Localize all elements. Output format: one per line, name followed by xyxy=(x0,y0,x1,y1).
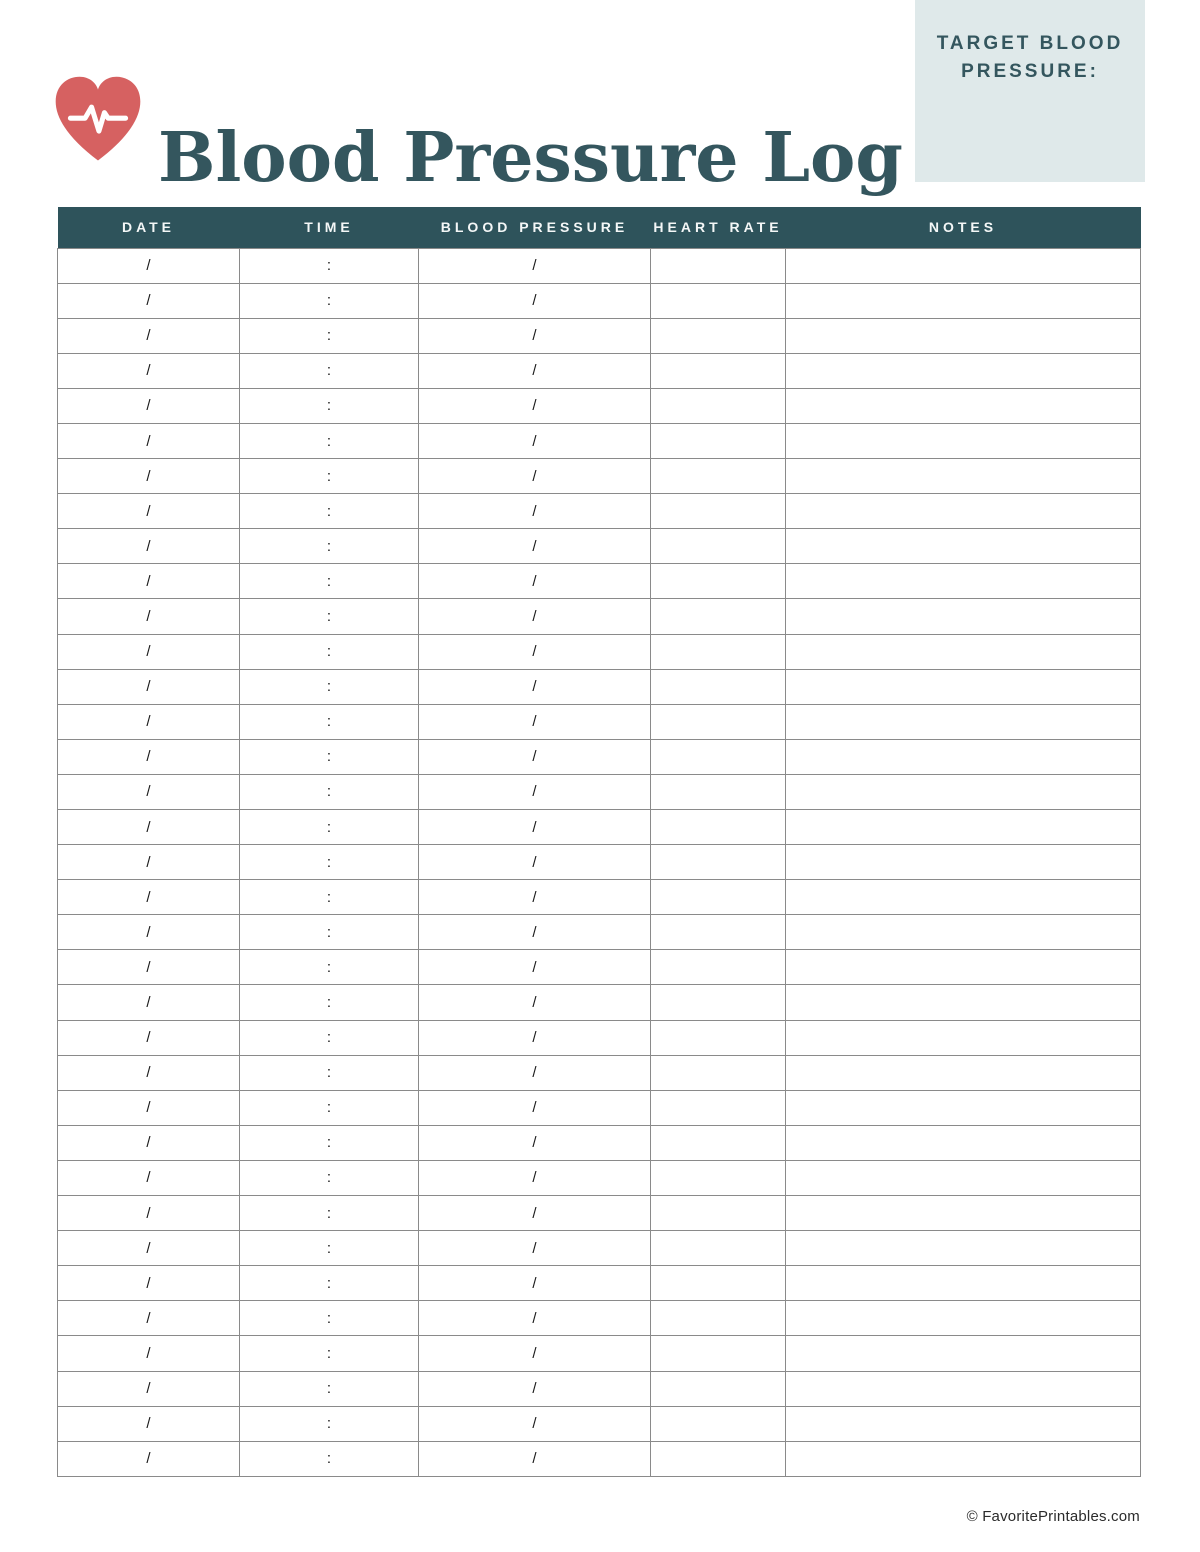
cell-date: / xyxy=(58,634,240,669)
cell-time: : xyxy=(240,915,419,950)
cell-date: / xyxy=(58,915,240,950)
cell-blood-pressure: / xyxy=(419,739,651,774)
cell-notes xyxy=(786,1196,1141,1231)
cell-blood-pressure: / xyxy=(419,353,651,388)
cell-time: : xyxy=(240,1441,419,1476)
cell-heart-rate xyxy=(651,1160,786,1195)
cell-heart-rate xyxy=(651,845,786,880)
cell-notes xyxy=(786,1231,1141,1266)
cell-blood-pressure: / xyxy=(419,774,651,809)
cell-blood-pressure: / xyxy=(419,1231,651,1266)
cell-blood-pressure: / xyxy=(419,248,651,283)
cell-time: : xyxy=(240,283,419,318)
table-row xyxy=(58,845,1141,880)
cell-date: / xyxy=(58,283,240,318)
table-row xyxy=(58,599,1141,634)
cell-blood-pressure: / xyxy=(419,1406,651,1441)
table-row xyxy=(58,915,1141,950)
cell-notes xyxy=(786,564,1141,599)
cell-time: : xyxy=(240,1301,419,1336)
cell-notes xyxy=(786,950,1141,985)
cell-time: : xyxy=(240,423,419,458)
cell-date: / xyxy=(58,1406,240,1441)
table-row xyxy=(58,1055,1141,1090)
cell-time: : xyxy=(240,1266,419,1301)
cell-heart-rate xyxy=(651,529,786,564)
cell-date: / xyxy=(58,599,240,634)
cell-time: : xyxy=(240,494,419,529)
table-row xyxy=(58,1020,1141,1055)
log-table xyxy=(57,207,1141,1477)
cell-date: / xyxy=(58,880,240,915)
cell-date: / xyxy=(58,529,240,564)
table-row xyxy=(58,704,1141,739)
cell-notes xyxy=(786,1406,1141,1441)
cell-blood-pressure: / xyxy=(419,1336,651,1371)
cell-heart-rate xyxy=(651,1125,786,1160)
cell-heart-rate xyxy=(651,880,786,915)
cell-heart-rate xyxy=(651,599,786,634)
cell-notes xyxy=(786,1090,1141,1125)
target-blood-pressure-label: TARGET BLOOD PRESSURE: xyxy=(936,33,1124,82)
table-row xyxy=(58,459,1141,494)
cell-heart-rate xyxy=(651,669,786,704)
cell-date: / xyxy=(58,845,240,880)
cell-date: / xyxy=(58,1090,240,1125)
cell-heart-rate xyxy=(651,950,786,985)
cell-time: : xyxy=(240,1231,419,1266)
cell-date: / xyxy=(58,810,240,845)
cell-blood-pressure: / xyxy=(419,1196,651,1231)
table-row xyxy=(58,810,1141,845)
table-row xyxy=(58,388,1141,423)
cell-heart-rate xyxy=(651,1196,786,1231)
cell-blood-pressure: / xyxy=(419,459,651,494)
cell-notes xyxy=(786,669,1141,704)
cell-heart-rate xyxy=(651,739,786,774)
page-title: Blood Pressure Log xyxy=(158,117,903,198)
cell-notes xyxy=(786,283,1141,318)
footer-credit: © FavoritePrintables.com xyxy=(966,1508,1140,1525)
cell-notes xyxy=(786,704,1141,739)
cell-notes xyxy=(786,388,1141,423)
cell-notes xyxy=(786,1125,1141,1160)
cell-blood-pressure: / xyxy=(419,318,651,353)
table-row xyxy=(58,1441,1141,1476)
cell-date: / xyxy=(58,950,240,985)
cell-heart-rate xyxy=(651,423,786,458)
cell-blood-pressure: / xyxy=(419,1371,651,1406)
cell-heart-rate xyxy=(651,774,786,809)
table-row xyxy=(58,774,1141,809)
cell-heart-rate xyxy=(651,459,786,494)
cell-notes xyxy=(786,494,1141,529)
table-row xyxy=(58,283,1141,318)
cell-time: : xyxy=(240,388,419,423)
cell-blood-pressure: / xyxy=(419,564,651,599)
table-row xyxy=(58,1160,1141,1195)
cell-date: / xyxy=(58,1020,240,1055)
cell-time: : xyxy=(240,459,419,494)
cell-notes xyxy=(786,1055,1141,1090)
cell-notes xyxy=(786,985,1141,1020)
cell-heart-rate xyxy=(651,283,786,318)
cell-time: : xyxy=(240,1336,419,1371)
table-row xyxy=(58,1231,1141,1266)
cell-notes xyxy=(786,915,1141,950)
cell-notes xyxy=(786,353,1141,388)
table-row xyxy=(58,1301,1141,1336)
cell-date: / xyxy=(58,1160,240,1195)
table-row xyxy=(58,529,1141,564)
cell-heart-rate xyxy=(651,1301,786,1336)
table-row xyxy=(58,880,1141,915)
heart-ekg-icon xyxy=(52,72,144,168)
cell-date: / xyxy=(58,1336,240,1371)
cell-blood-pressure: / xyxy=(419,283,651,318)
cell-notes xyxy=(786,634,1141,669)
column-header-heart-rate: HEART RATE xyxy=(651,207,786,248)
cell-heart-rate xyxy=(651,810,786,845)
cell-time: : xyxy=(240,529,419,564)
cell-date: / xyxy=(58,388,240,423)
cell-heart-rate xyxy=(651,1441,786,1476)
cell-date: / xyxy=(58,774,240,809)
target-blood-pressure-box xyxy=(915,0,1145,182)
cell-blood-pressure: / xyxy=(419,634,651,669)
cell-blood-pressure: / xyxy=(419,1090,651,1125)
cell-blood-pressure: / xyxy=(419,1441,651,1476)
cell-blood-pressure: / xyxy=(419,1020,651,1055)
table-row xyxy=(58,1090,1141,1125)
table-row xyxy=(58,950,1141,985)
table-row xyxy=(58,634,1141,669)
cell-heart-rate xyxy=(651,1020,786,1055)
cell-time: : xyxy=(240,985,419,1020)
cell-time: : xyxy=(240,1196,419,1231)
table-row xyxy=(58,1125,1141,1160)
cell-date: / xyxy=(58,1125,240,1160)
cell-time: : xyxy=(240,248,419,283)
cell-notes xyxy=(786,1336,1141,1371)
table-row xyxy=(58,494,1141,529)
cell-date: / xyxy=(58,1441,240,1476)
cell-blood-pressure: / xyxy=(419,494,651,529)
cell-notes xyxy=(786,318,1141,353)
cell-notes xyxy=(786,845,1141,880)
cell-date: / xyxy=(58,459,240,494)
cell-heart-rate xyxy=(651,1336,786,1371)
cell-date: / xyxy=(58,985,240,1020)
cell-heart-rate xyxy=(651,1371,786,1406)
cell-notes xyxy=(786,529,1141,564)
cell-heart-rate xyxy=(651,915,786,950)
cell-date: / xyxy=(58,739,240,774)
cell-blood-pressure: / xyxy=(419,810,651,845)
cell-date: / xyxy=(58,1301,240,1336)
table-row xyxy=(58,353,1141,388)
table-row xyxy=(58,739,1141,774)
cell-date: / xyxy=(58,423,240,458)
column-header-blood-pressure: BLOOD PRESSURE xyxy=(419,207,651,248)
table-row xyxy=(58,669,1141,704)
cell-date: / xyxy=(58,564,240,599)
cell-heart-rate xyxy=(651,704,786,739)
cell-notes xyxy=(786,1371,1141,1406)
cell-date: / xyxy=(58,1371,240,1406)
cell-notes xyxy=(786,810,1141,845)
cell-heart-rate xyxy=(651,318,786,353)
cell-date: / xyxy=(58,353,240,388)
cell-heart-rate xyxy=(651,1231,786,1266)
cell-time: : xyxy=(240,810,419,845)
cell-heart-rate xyxy=(651,248,786,283)
cell-blood-pressure: / xyxy=(419,669,651,704)
table-row xyxy=(58,1371,1141,1406)
column-header-date: DATE xyxy=(58,207,240,248)
cell-heart-rate xyxy=(651,985,786,1020)
cell-time: : xyxy=(240,353,419,388)
cell-time: : xyxy=(240,739,419,774)
cell-notes xyxy=(786,1301,1141,1336)
cell-notes xyxy=(786,1160,1141,1195)
cell-time: : xyxy=(240,704,419,739)
table-row xyxy=(58,318,1141,353)
cell-blood-pressure: / xyxy=(419,915,651,950)
cell-date: / xyxy=(58,1055,240,1090)
table-row xyxy=(58,423,1141,458)
cell-notes xyxy=(786,459,1141,494)
cell-time: : xyxy=(240,564,419,599)
cell-time: : xyxy=(240,1406,419,1441)
cell-heart-rate xyxy=(651,353,786,388)
cell-time: : xyxy=(240,1371,419,1406)
cell-blood-pressure: / xyxy=(419,1266,651,1301)
cell-time: : xyxy=(240,1125,419,1160)
cell-blood-pressure: / xyxy=(419,1125,651,1160)
cell-notes xyxy=(786,1020,1141,1055)
cell-time: : xyxy=(240,1055,419,1090)
cell-date: / xyxy=(58,704,240,739)
cell-heart-rate xyxy=(651,1406,786,1441)
cell-time: : xyxy=(240,669,419,704)
cell-time: : xyxy=(240,1090,419,1125)
cell-blood-pressure: / xyxy=(419,529,651,564)
cell-notes xyxy=(786,1441,1141,1476)
cell-heart-rate xyxy=(651,634,786,669)
cell-notes xyxy=(786,880,1141,915)
cell-time: : xyxy=(240,845,419,880)
cell-date: / xyxy=(58,1266,240,1301)
cell-blood-pressure: / xyxy=(419,423,651,458)
cell-heart-rate xyxy=(651,1055,786,1090)
cell-notes xyxy=(786,599,1141,634)
cell-blood-pressure: / xyxy=(419,704,651,739)
cell-blood-pressure: / xyxy=(419,1301,651,1336)
column-header-notes: NOTES xyxy=(786,207,1141,248)
cell-blood-pressure: / xyxy=(419,950,651,985)
table-row xyxy=(58,1196,1141,1231)
cell-notes xyxy=(786,248,1141,283)
cell-heart-rate xyxy=(651,494,786,529)
cell-date: / xyxy=(58,1196,240,1231)
cell-date: / xyxy=(58,669,240,704)
cell-time: : xyxy=(240,599,419,634)
log-table-body xyxy=(58,248,1141,1476)
cell-blood-pressure: / xyxy=(419,845,651,880)
cell-heart-rate xyxy=(651,1090,786,1125)
table-row xyxy=(58,1266,1141,1301)
cell-date: / xyxy=(58,318,240,353)
cell-time: : xyxy=(240,1160,419,1195)
cell-notes xyxy=(786,423,1141,458)
table-row xyxy=(58,564,1141,599)
cell-blood-pressure: / xyxy=(419,1055,651,1090)
cell-blood-pressure: / xyxy=(419,1160,651,1195)
table-row xyxy=(58,248,1141,283)
cell-time: : xyxy=(240,634,419,669)
table-header-row xyxy=(58,207,1141,248)
cell-date: / xyxy=(58,494,240,529)
cell-time: : xyxy=(240,880,419,915)
cell-blood-pressure: / xyxy=(419,388,651,423)
table-row xyxy=(58,1336,1141,1371)
cell-blood-pressure: / xyxy=(419,985,651,1020)
cell-heart-rate xyxy=(651,564,786,599)
cell-time: : xyxy=(240,774,419,809)
cell-date: / xyxy=(58,1231,240,1266)
cell-blood-pressure: / xyxy=(419,599,651,634)
table-row xyxy=(58,985,1141,1020)
cell-time: : xyxy=(240,950,419,985)
table-row xyxy=(58,1406,1141,1441)
column-header-time: TIME xyxy=(240,207,419,248)
cell-notes xyxy=(786,739,1141,774)
cell-time: : xyxy=(240,318,419,353)
cell-heart-rate xyxy=(651,388,786,423)
cell-notes xyxy=(786,1266,1141,1301)
cell-notes xyxy=(786,774,1141,809)
cell-time: : xyxy=(240,1020,419,1055)
cell-heart-rate xyxy=(651,1266,786,1301)
cell-date: / xyxy=(58,248,240,283)
cell-blood-pressure: / xyxy=(419,880,651,915)
